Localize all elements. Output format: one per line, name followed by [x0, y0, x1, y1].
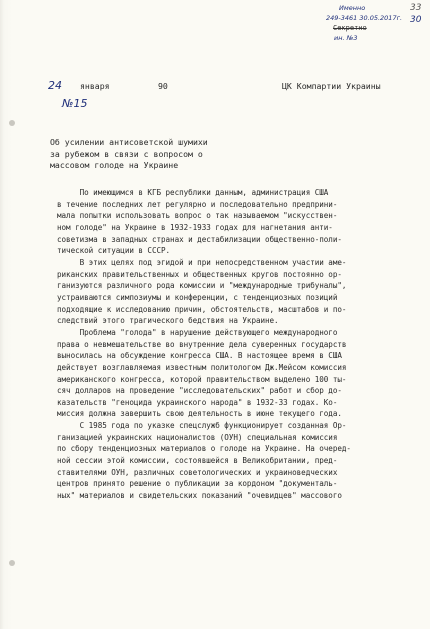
classification-stamp: Секретно [333, 24, 367, 32]
document-body [57, 187, 393, 502]
body-line: американского конгресса, которой правительством выделено 100 ты- [57, 374, 347, 384]
body-line: ной сессии этой комиссии, состоявшейся в Великобритании, пред- [57, 456, 338, 466]
body-line: Проблема "голода" в нарушение действующего международного [57, 327, 338, 337]
subject-line: Об усилении антисоветской шумихи [50, 137, 208, 147]
body-line: центров принято решение о публикации за кордоном "документаль- [57, 479, 338, 489]
body-line: тической ситуации в СССР. [57, 246, 171, 256]
body-line: миссия должна завершить свою деятельность в июне текущего года. [57, 409, 342, 419]
subject-line: массовом голоде на Украине [50, 160, 179, 170]
date-month: января [80, 81, 110, 91]
body-line: сяч долларов на проведение "исследовательских" работ и сбор до- [57, 386, 342, 396]
binding-hole [9, 560, 15, 566]
date-day: 24 [48, 79, 62, 92]
body-line: в течение последних лет регулярно и последовательно предприни- [57, 199, 338, 209]
page-number-old: 33 [410, 3, 422, 13]
document-number: №15 [62, 97, 88, 110]
body-line: следствий этого трагического бедствия на Украине. [57, 316, 279, 326]
addressee: ЦК Компартии Украины [282, 81, 381, 91]
date-year: 90 [158, 81, 168, 91]
body-line: мала попытки использовать вопрос о так называемом "искусствен- [57, 211, 338, 221]
archive-annotation: Именно [339, 4, 366, 12]
body-line: ганизацией украинских националистов (ОУН) специальная комиссия [57, 432, 338, 442]
body-line: по сбору тенденциозных материалов о голоде на Украине. На очеред- [57, 444, 351, 454]
subject-line: за рубежом в связи с вопросом о [50, 148, 203, 159]
body-line: ставителями ОУН, различных советологических и украиноведческих [57, 467, 338, 477]
document-subject [50, 137, 208, 172]
body-line: По имеющимся в КГБ республики данным, администрация США [57, 188, 329, 197]
body-line: С 1985 года по указке спецслужб функционирует созданная Ор- [57, 421, 347, 431]
body-line: риканских правительственных и общественных кругов постоянно ор- [57, 269, 342, 279]
body-line: казательств "геноцида украинского народа" в 1932-33 годах. Ко- [57, 397, 338, 407]
body-line: ных" материалов и свидетельских показаний "очевидцев" массового [57, 491, 342, 501]
body-line: действует возглавляемая известным политологом Дж.Мейсом комиссия [57, 362, 347, 372]
body-line: советизма в западных странах и дестабилизации общественно-поли- [57, 234, 342, 244]
body-line: выносилась на обсуждение конгресса США. В настоящее время в США [57, 351, 342, 361]
body-line: ганизуются различного рода комиссии и "международные трибуналы", [57, 281, 347, 291]
archive-reference: 249-3461 30.05.2017г. [326, 14, 403, 22]
body-line: подходящие к исследованию причин, обстоятельств, масштабов и по- [57, 304, 347, 314]
archive-copy-number: ин. №3 [334, 34, 358, 42]
body-line: права о невмешательстве во внутренние дела суверенных государств [57, 339, 347, 349]
binding-hole [9, 120, 15, 126]
body-line: ном голоде" на Украине в 1932-1933 годах для нагнетания анти- [57, 222, 333, 232]
page-number-new: 30 [410, 15, 422, 25]
body-line: устраиваются симпозиумы и конференции, с тенденциозных позиций [57, 292, 338, 302]
body-line: В этих целях под эгидой и при непосредственном участии аме- [57, 257, 347, 267]
